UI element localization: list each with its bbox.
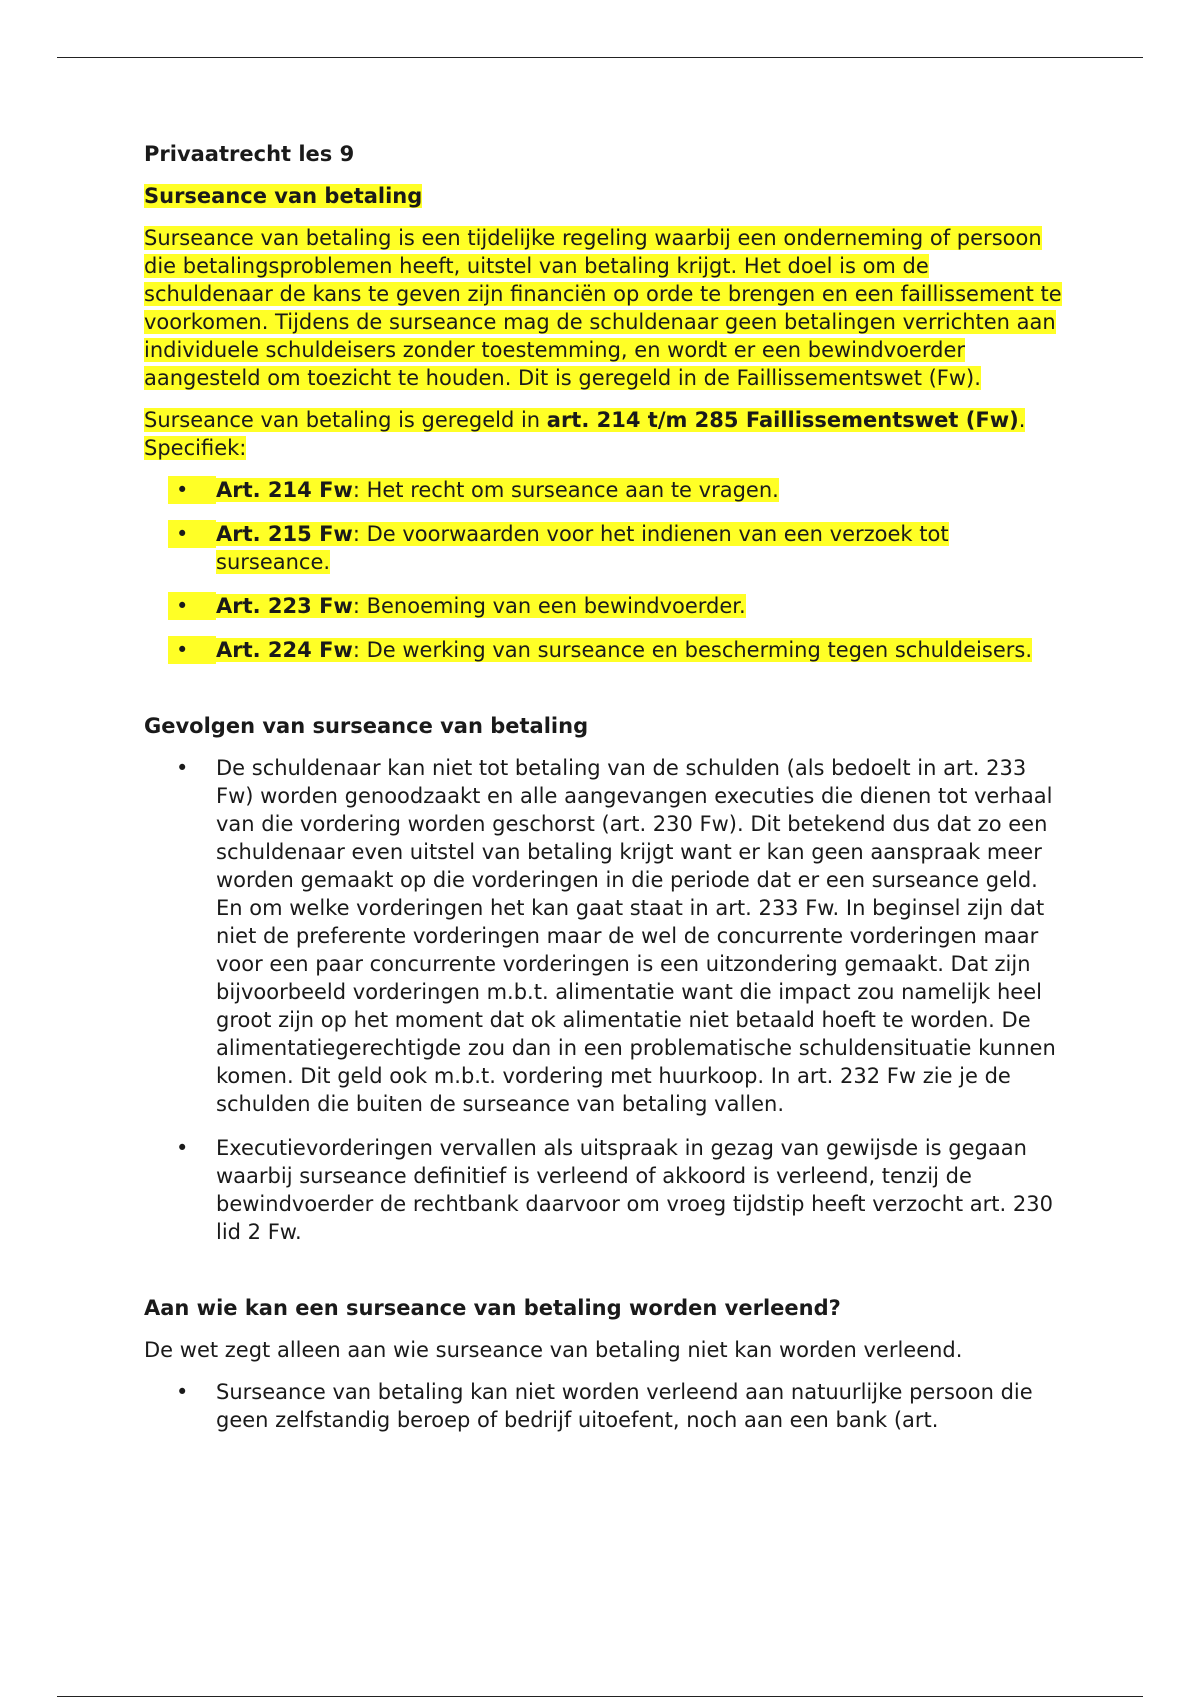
article-ref: Art. 215 Fw — [216, 522, 353, 546]
aan-wie-intro: De wet zegt alleen aan wie surseance van betaling niet kan worden verleend. — [144, 1338, 963, 1362]
document-title: Privaatrecht les 9 — [144, 142, 355, 166]
article-ref: Art. 223 Fw — [216, 594, 353, 618]
list-item — [144, 636, 1064, 664]
header-rule — [57, 57, 1143, 58]
heading-surseance — [144, 182, 1064, 210]
article-text: : De voorwaarden voor het indienen van een verzoek tot surseance. — [216, 522, 949, 574]
gevolgen-item-text: De schuldenaar kan niet tot betaling van de schulden (als bedoelt in art. 233 Fw) worden genoodzaakt en alle aangevangen executies die dienen tot verhaal van die vordering worden geschorst (art. 230 Fw). Dit betekend dus dat zo een schuldenaar even uitstel van betaling krijgt want er kan geen aanspraak meer worden gemaakt op die vorderingen in die periode dat er een surseance geld. En om welke vorderingen het kan gaat staat in art. 233 Fw. In beginsel zijn dat niet de preferente vorderingen maar de wel de concurrente vorderingen maar voor een paar concurrente vorderingen is een uitzondering gemaakt. Dat zijn bijvoorbeeld vorderingen m.b.t. alimentatie want die impact zou namelijk heel groot zijn op het moment dat ok alimentatie niet betaald hoeft te worden. De alimentatiegerechtigde zou dan in een problematische schuldensituatie kunnen komen. Dit geld ook m.b.t. vordering met huurkoop. In art. 232 Fw zie je de schulden die buiten de surseance van betaling vallen. — [216, 756, 1056, 1116]
article-text: : Het recht om surseance aan te vragen. — [352, 478, 779, 502]
bullet-icon: • — [176, 476, 190, 504]
legal-basis-suffix: . Specifiek: — [144, 408, 1026, 460]
document-body — [144, 140, 1064, 1450]
bullet-icon: • — [176, 1136, 189, 1160]
article-list — [144, 476, 1064, 664]
heading-surseance-text: Surseance van betaling — [144, 184, 423, 208]
bullet-icon: • — [176, 636, 190, 664]
list-item — [144, 520, 1064, 576]
heading-aan-wie: Aan wie kan een surseance van betaling worden verleend? — [144, 1296, 841, 1320]
aan-wie-item-text: Surseance van betaling kan niet worden verleend aan natuurlijke persoon die geen zelfstandig beroep of bedrijf uitoefent, noch aan een bank (art. — [216, 1380, 1033, 1432]
heading-gevolgen: Gevolgen van surseance van betaling — [144, 714, 589, 738]
aan-wie-list — [144, 1378, 1064, 1434]
article-ref: Art. 224 Fw — [216, 638, 353, 662]
list-item — [144, 592, 1064, 620]
gevolgen-list — [144, 754, 1064, 1246]
gevolgen-item-text: Executievorderingen vervallen als uitspraak in gezag van gewijsde is gegaan waarbij surseance definitief is verleend of akkoord is verleend, tenzij de bewindvoerder de rechtbank daarvoor om vroeg tijdstip heeft verzocht art. 230 lid 2 Fw. — [216, 1136, 1053, 1244]
list-item — [144, 754, 1064, 1118]
list-item — [144, 1134, 1064, 1246]
bullet-icon: • — [176, 756, 189, 780]
surseance-intro — [144, 224, 1064, 392]
article-item-highlight — [216, 638, 1032, 662]
bullet-icon: • — [176, 592, 190, 620]
article-item-highlight — [216, 594, 746, 618]
legal-basis-bold: art. 214 t/m 285 Faillissementswet (Fw) — [546, 408, 1019, 432]
legal-basis-prefix: Surseance van betaling is geregeld in — [144, 408, 547, 432]
surseance-legal-basis — [144, 406, 1064, 462]
bullet-icon: • — [176, 520, 190, 548]
article-item-highlight — [216, 522, 949, 574]
legal-basis-highlight — [144, 408, 1025, 460]
list-item — [144, 476, 1064, 504]
surseance-intro-text: Surseance van betaling is een tijdelijke regeling waarbij een onderneming of persoon die betalingsproblemen heeft, uitstel van betaling krijgt. Het doel is om de schuldenaar de kans te geven zijn financiën op orde te brengen en een faillissement te voorkomen. Tijdens de surseance mag de schuldenaar geen betalingen verrichten aan individuele schuldeisers zonder toestemming, en wordt er een bewindvoerder aangesteld om toezicht te houden. Dit is geregeld in de Faillissementswet (Fw). — [144, 226, 1062, 390]
list-item — [144, 1378, 1064, 1434]
footer-rule — [57, 1696, 1143, 1697]
article-item-highlight — [216, 478, 779, 502]
bullet-icon: • — [176, 1380, 189, 1404]
article-text: : Benoeming van een bewindvoerder. — [352, 594, 746, 618]
article-ref: Art. 214 Fw — [216, 478, 353, 502]
article-text: : De werking van surseance en bescherming tegen schuldeisers. — [352, 638, 1032, 662]
